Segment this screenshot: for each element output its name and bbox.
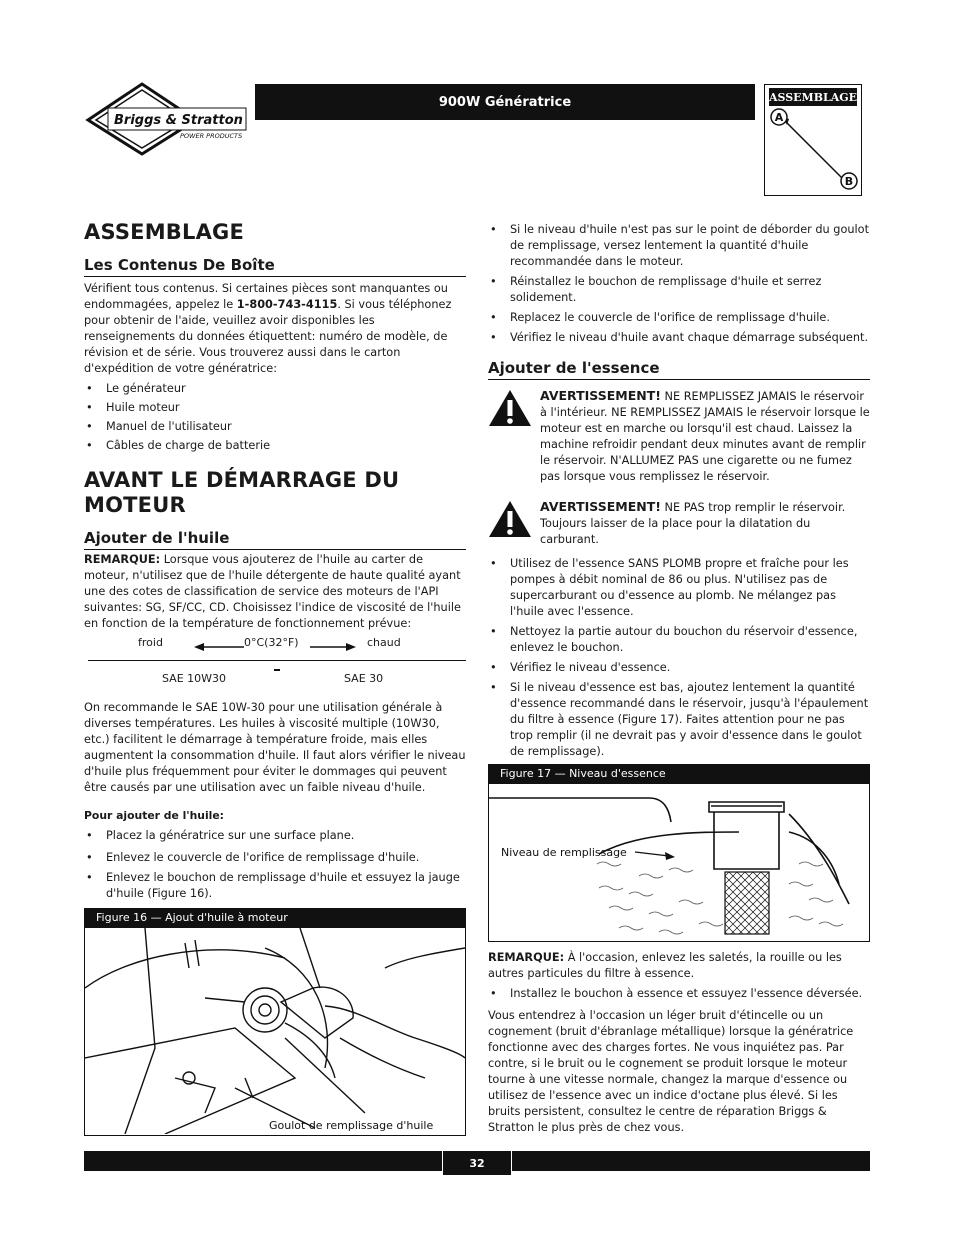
warning-block-2 <box>488 499 870 548</box>
right-column <box>488 216 870 1136</box>
warning-block-1 <box>488 388 870 485</box>
list-item: • Le générateur <box>84 381 466 397</box>
temp-zero-label: 0°C(32°F) <box>244 636 299 649</box>
list-item: • Vérifiez le niveau d'huile avant chaque démarrage subséquent. <box>488 330 870 346</box>
section-thumbnail <box>764 84 862 196</box>
viscosity-temperature-scale <box>84 636 466 694</box>
fuel-level-illustration <box>489 784 869 940</box>
list-item: • Câbles de charge de batterie <box>84 438 466 454</box>
list-item: • Réinstallez le bouchon de remplissage d'huile et serrez solidement. <box>488 274 870 306</box>
arrow-right-icon <box>310 642 356 652</box>
figure-16-illustration <box>84 928 466 1136</box>
list-item: • Enlevez le bouchon de remplissage d'huile et essuyez la jauge d'huile (Figure 16). <box>84 870 466 902</box>
page-number-tab <box>442 1151 512 1177</box>
heading-ajouter-essence: Ajouter de l'essence <box>488 358 870 380</box>
essence-steps-list <box>488 556 870 760</box>
huile-steps-list <box>84 828 466 902</box>
essence-remarque: REMARQUE: À l'occasion, enlevez les saletés, la rouille ou les autres particules du filtre à essence. <box>488 951 842 980</box>
heading-avant-demarrage: AVANT LE DÉMARRAGE DU MOTEUR <box>84 468 400 517</box>
list-item: • Si le niveau d'essence est bas, ajoutez lentement la quantité d'essence recommandé dans le réservoir, jusqu'à l'épaulement du filtre à essence (Figure 17). Faites attention pour ne pas trop remplir (il ne devrait pas y avoir d'essence dans le goulot de remplissage). <box>488 680 870 760</box>
pour-ajouter-heading: Pour ajouter de l'huile: <box>84 809 224 822</box>
list-item: • Huile moteur <box>84 400 466 416</box>
header-title-bar <box>255 84 755 120</box>
heading-contenus: Les Contenus De Boîte <box>84 255 466 277</box>
warning-text-2: AVERTISSEMENT! NE PAS trop remplir le réservoir. Toujours laisser de la place pour la dilatation du carburant. <box>540 499 846 546</box>
warning-text-1: AVERTISSEMENT! NE REMPLISSEZ JAMAIS le réservoir à l'intérieur. NE REMPLISSEZ JAMAIS le réservoir lorsque le moteur est en marche ou lorsqu'il est chaud. Laissez la machine refroidir pendant deux minutes avant de remplir le réservoir. N'ALLUMEZ PAS une cigarette ou ne fumez pas lorsque vous remplissez le réservoir. <box>540 388 870 483</box>
logo-brand-text: Briggs & Stratton <box>114 113 243 128</box>
figure-16 <box>84 908 466 1136</box>
figure-17-caption: Figure 17 — Niveau d'essence <box>488 764 870 784</box>
sae-10w30-label: SAE 10W30 <box>162 672 227 685</box>
heading-assemblage: ASSEMBLAGE <box>84 220 245 244</box>
scale-tick <box>274 669 280 671</box>
arrow-left-icon <box>194 642 244 652</box>
list-item: • Manuel de l'utilisateur <box>84 419 466 435</box>
temp-hot-label: chaud <box>367 636 401 649</box>
brand-logo <box>84 78 264 158</box>
list-item: • Si le niveau d'huile n'est pas sur le point de déborder du goulot de remplissage, versez lentement la quantité d'huile recommandée dans le moteur. <box>488 222 870 270</box>
oil-fill-illustration <box>85 928 465 1134</box>
thumbnail-point-a: A <box>774 111 784 124</box>
knocking-paragraph: Vous entendrez à l'occasion un léger bruit d'étincelle ou un cognement (bruit d'ébranlage métallique) lorsque la génératrice fonctionne avec des charges fortes. Ne vous inquiétez pas. Par contre, si le bruit ou le cognement se produit lorsque le moteur tourne à une vitesse normale, changez la marque d'essence ou utilisez de l'essence avec un indice d'octane plus élevé. Si les bruits persistent, consultez le centre de réparation Briggs & Stratton le plus près de chez vous. <box>488 1009 854 1134</box>
figure-17-label: Niveau de remplissage <box>501 846 627 859</box>
figure-17 <box>488 764 870 942</box>
scale-divider <box>88 660 466 661</box>
temp-cold-label: froid <box>138 636 163 649</box>
figure-16-label: Goulot de remplissage d'huile <box>269 1119 434 1132</box>
support-phone: 1-800-743-4115 <box>236 298 338 311</box>
huile-steps-continued <box>488 222 870 346</box>
contenus-paragraph: Vérifient tous contenus. Si certaines pièces sont manquantes ou endommagées, appelez le 1-800-743-4115. Si vous téléphonez pour obtenir de l'aide, veuillez avoir disponibles les renseignements du données étiquettent: numéro de modèle, de révision et de série. Vous trouverez aussi dans le carton d'expédition de votre génératrice: <box>84 282 452 375</box>
page-number: 32 <box>443 1151 511 1175</box>
list-item: • Nettoyez la partie autour du bouchon du réservoir d'essence, enlevez le bouchon. <box>488 624 870 656</box>
figure-16-caption: Figure 16 — Ajout d'huile à moteur <box>84 908 466 928</box>
contenus-list <box>84 381 466 454</box>
remarque-list <box>488 986 870 1002</box>
list-item: • Installez le bouchon à essence et essuyez l'essence déversée. <box>488 986 870 1002</box>
thumbnail-label: ASSEMBLAGE <box>768 91 858 104</box>
header-title: 900W Génératrice <box>438 94 572 110</box>
list-item: • Vérifiez le niveau d'essence. <box>488 660 870 676</box>
left-column <box>84 216 466 1136</box>
list-item: • Enlevez le couvercle de l'orifice de remplissage d'huile. <box>84 850 466 866</box>
list-item: • Placez la génératrice sur une surface plane. <box>84 828 466 844</box>
huile-recommendation: On recommande le SAE 10W-30 pour une utilisation générale à diverses températures. Les huiles à viscosité multiple (10W30, etc.) facilitent le démarrage à température froide, mais elles augmentent la consommation d'huile. Il faut alors vérifier le niveau d'huile plus fréquemment pour éviter le dommages qui peuvent être causés par une utilisation avec un faible niveau d'huile. <box>84 701 466 794</box>
figure-17-illustration <box>488 784 870 942</box>
thumbnail-point-b: B <box>844 175 854 188</box>
list-item: • Utilisez de l'essence SANS PLOMB propre et fraîche pour les pompes à débit nominal de 86 ou plus. N'utilisez pas de supercarburant ou d'essence au plomb. Ne mélangez pas l'huile avec l'essence. <box>488 556 870 620</box>
logo-tagline: POWER PRODUCTS <box>180 132 243 140</box>
heading-ajouter-huile: Ajouter de l'huile <box>84 528 466 550</box>
huile-remarque: REMARQUE: Lorsque vous ajouterez de l'huile au carter de moteur, n'utilisez que de l'huile détergente de haute qualité ayant une des cotes de classification de service des moteurs de l'API suivantes: SG, SF/CC, CD. Choisissez l'indice de viscosité de l'huile en fonction de la température de fonctionnement prévue: <box>84 553 461 630</box>
warning-triangle-icon <box>488 499 532 548</box>
list-item: • Replacez le couvercle de l'orifice de remplissage d'huile. <box>488 310 870 326</box>
warning-triangle-icon <box>488 388 532 485</box>
sae-30-label: SAE 30 <box>344 672 384 685</box>
